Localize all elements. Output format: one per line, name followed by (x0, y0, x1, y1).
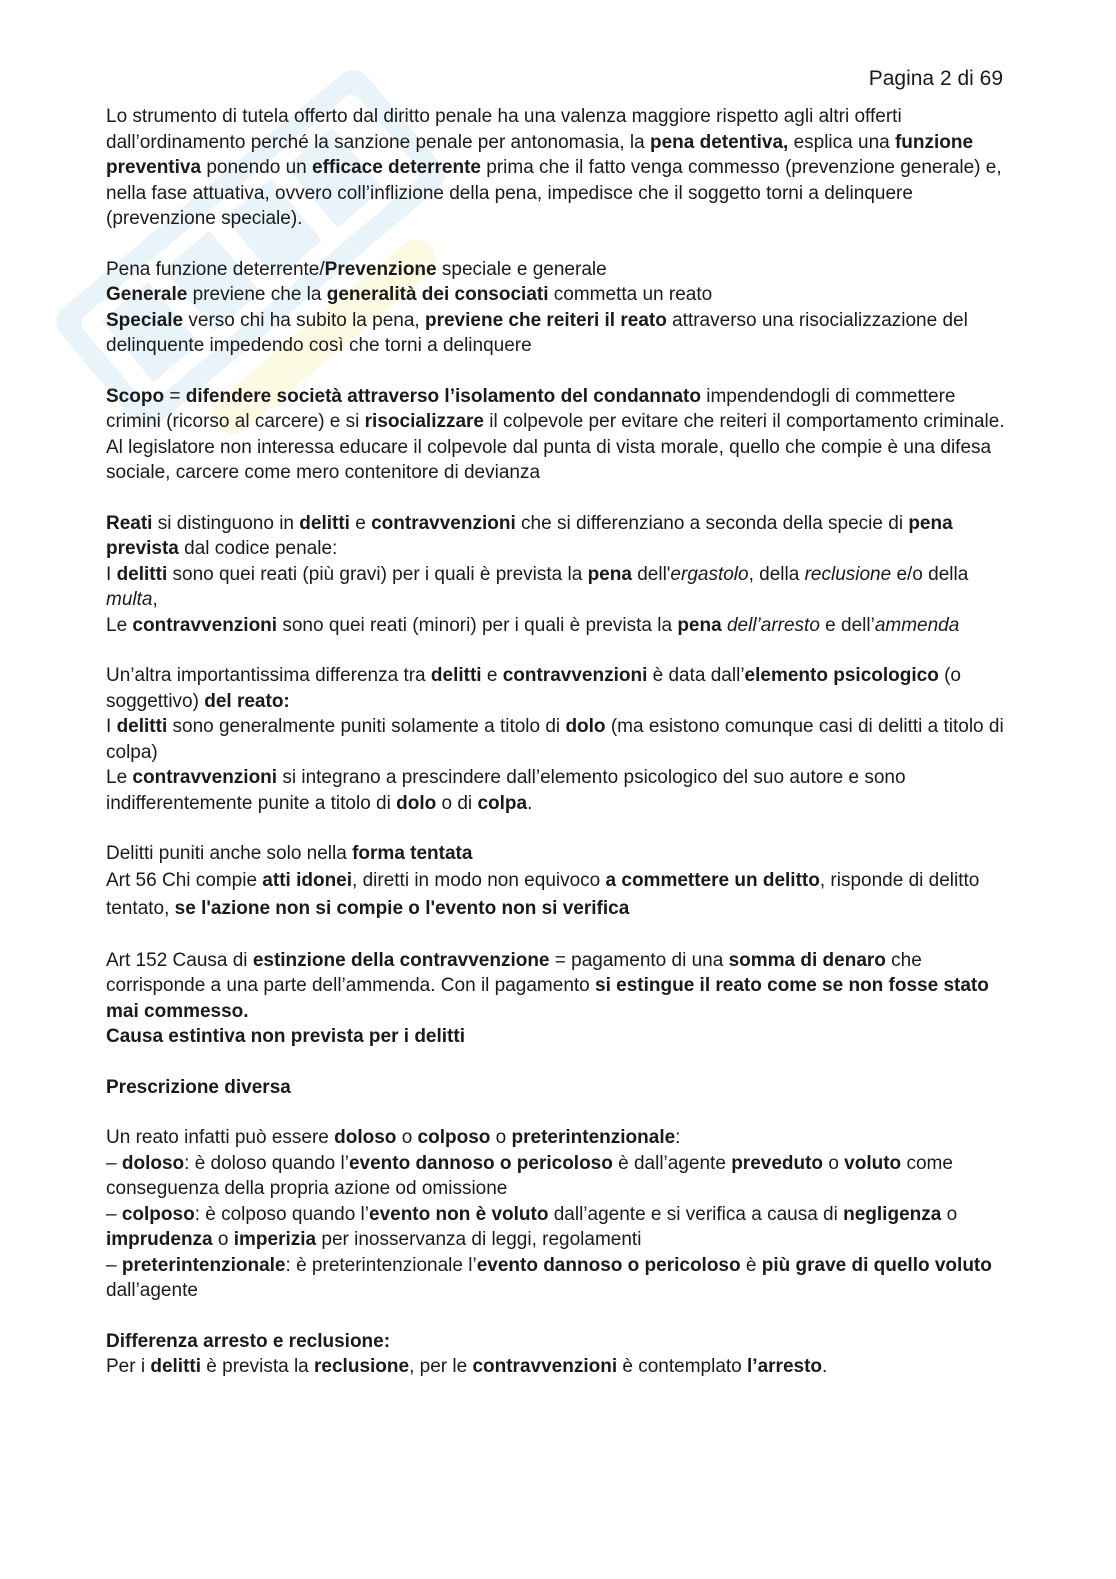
italic-text: ergastolo (670, 563, 749, 585)
bold-text: doloso (334, 1127, 397, 1148)
text: – (106, 1203, 122, 1225)
bold-text: delitti (116, 563, 168, 585)
bold-text: Scopo (106, 385, 165, 407)
bold-text: Prevenzione (324, 258, 437, 280)
bold-text: generalità dei consociati (326, 284, 549, 305)
bold-text: contravvenzioni (472, 1356, 618, 1377)
text: , (152, 589, 158, 610)
bold-text: somma di denaro (728, 949, 886, 971)
text: o (212, 1229, 234, 1250)
paragraph-scopo (106, 384, 1012, 486)
text: e (481, 665, 503, 686)
text: come conseguenza della propria azione od omissione (106, 1152, 953, 1199)
text: dall’agente e si verifica a causa di (548, 1203, 844, 1225)
text: commetta un reato (548, 284, 713, 305)
bold-text: Generale (106, 284, 188, 305)
paragraph-intro (106, 104, 1012, 232)
text: Delitti puniti anche solo nella (106, 843, 353, 864)
text: è prevista la (201, 1356, 315, 1377)
bold-text: forma tentata (352, 843, 473, 864)
text: o di (436, 792, 478, 814)
document-body (106, 104, 1012, 1380)
text: , della (748, 563, 805, 585)
bold-text: Reati (106, 512, 153, 534)
text: . (527, 792, 533, 814)
text: e dell’ (819, 614, 875, 636)
bold-text: funzione preventiva (106, 131, 974, 178)
bold-text: contravvenzioni (502, 665, 648, 686)
paragraph-forma-tentata (106, 841, 1012, 923)
bold-text: se l'azione non si compie o l'evento non si verifica (174, 897, 630, 919)
bold-text: pena (677, 614, 722, 636)
bold-text: evento dannoso o pericoloso (476, 1254, 741, 1276)
text: – (106, 1254, 122, 1276)
bold-text: delitti (150, 1356, 202, 1377)
text: : è doloso quando l’ (184, 1152, 349, 1174)
text: sono generalmente puniti solamente a titolo di (167, 716, 566, 737)
italic-text: ammenda (874, 614, 960, 636)
bold-text: atti idonei (262, 869, 353, 891)
text: sono quei reati (minori) per i quali è prevista la (277, 614, 678, 636)
text: o (490, 1127, 512, 1148)
text: Lo strumento di tutela offerto dal diritto penale ha una valenza maggiore rispetto agli altri offerti dall’ordinamento perché la sanzione penale per antonomasia, la (106, 106, 902, 153)
text: si integrano a prescindere dall’elemento psicologico del suo autore e sono indifferentemente punite a titolo di (106, 767, 906, 814)
bold-text: l’arresto (747, 1356, 823, 1377)
paragraph-art-152 (106, 948, 1012, 1050)
text: previene che la (187, 284, 327, 305)
text: o (396, 1127, 418, 1148)
text: e/o della (891, 563, 969, 585)
bold-text: pena prevista (106, 512, 953, 559)
bold-text: colpa (477, 792, 528, 814)
bold-text: previene che reiteri il reato (424, 309, 667, 331)
italic-text: multa (106, 589, 153, 610)
bold-text: evento dannoso o pericoloso (348, 1152, 613, 1174)
text: = (164, 385, 186, 407)
bold-text: delitti (116, 716, 168, 737)
page-number: Pagina 2 di 69 (868, 67, 1003, 90)
bold-text: pena (587, 563, 632, 585)
bold-text: difendere società attraverso l’isolamento del condannato (185, 385, 701, 407)
text: I (106, 563, 117, 585)
text: , per le (409, 1356, 473, 1377)
bold-text: Causa estintiva non prevista per i delitti (106, 1026, 465, 1047)
text: Pena funzione deterrente/ (106, 258, 325, 280)
bold-text: si estingue il reato come se non fosse stato mai commesso. (106, 975, 989, 1022)
text: dal codice penale: (178, 538, 338, 559)
text: Un reato infatti può essere (106, 1127, 335, 1148)
bold-text: imprudenza (106, 1229, 213, 1250)
text: (o soggettivo) (106, 665, 961, 712)
text: : è preterintenzionale l’ (285, 1254, 477, 1276)
text: Art 152 Causa di (106, 949, 253, 971)
bold-text: Differenza arresto e reclusione: (106, 1330, 391, 1352)
text: (ma esistono comunque casi di delitti a titolo di colpa) (106, 716, 1004, 763)
text: , risponde di delitto tentato, (106, 869, 980, 919)
bold-text: Speciale (106, 309, 184, 331)
paragraph-elemento-psicologico (106, 663, 1012, 816)
bold-text: imperizia (233, 1229, 317, 1250)
italic-text: reclusione (804, 563, 892, 585)
bold-text: più grave di quello voluto (761, 1254, 992, 1276)
bold-text: negligenza (843, 1203, 942, 1225)
text: I (106, 716, 117, 737)
paragraph-arresto-reclusione (106, 1329, 1012, 1380)
bold-text: delitti (299, 512, 350, 534)
bold-text: dolo (565, 716, 606, 737)
bold-text: risocializzare (364, 411, 484, 432)
bold-text: elemento psicologico (744, 665, 939, 686)
bold-text: delitti (430, 665, 482, 686)
text: sono quei reati (più gravi) per i quali è prevista la (167, 563, 588, 585)
italic-text: dell’arresto (726, 614, 820, 636)
bold-text: reclusione (314, 1356, 410, 1377)
text: dall’agente (106, 1280, 198, 1301)
bold-text: contravvenzioni (132, 767, 278, 788)
text: il colpevole per evitare che reiteri il comportamento criminale. Al legislatore non interessa educare il colpevole dal punta di vista morale, quello che compie è una difesa sociale, carcere come mero contenitore di devianza (106, 411, 1005, 483)
bold-text: contravvenzioni (132, 614, 278, 636)
text: Le (106, 767, 133, 788)
heading-prescrizione: Prescrizione diversa (106, 1076, 291, 1098)
paragraph-tipi-reato (106, 1125, 1012, 1304)
text: è data dall’ (647, 665, 745, 686)
bold-text: evento non è voluto (369, 1203, 549, 1225)
text: per inosservanza di leggi, regolamenti (316, 1229, 642, 1250)
paragraph-prescrizione (106, 1075, 1012, 1101)
text: esplica una (788, 131, 895, 153)
text: è (740, 1254, 762, 1276)
bold-text: dolo (396, 792, 437, 814)
article-56 (106, 870, 979, 919)
bold-text: estinzione della contravvenzione (252, 949, 550, 971)
bold-text: voluto (844, 1152, 902, 1174)
text: : (675, 1127, 681, 1148)
text: attraverso una risocializzazione del delinquente impedendo così che torni a delinquere (106, 309, 968, 356)
paragraph-prevenzione (106, 257, 1012, 359)
bold-text: preterintenzionale (511, 1127, 676, 1148)
bold-text: contravvenzioni (371, 512, 516, 534)
text: che corrisponde a una parte dell’ammenda. Con il pagamento (106, 949, 922, 996)
text: è contemplato (617, 1356, 748, 1377)
text: = pagamento di una (549, 949, 729, 971)
bold-text: efficace deterrente (312, 157, 481, 178)
paragraph-reati (106, 511, 1012, 639)
bold-text: colposo (417, 1127, 491, 1148)
text: . (822, 1356, 828, 1377)
text: o (823, 1152, 845, 1174)
text: , diretti in modo non equivoco (352, 869, 606, 891)
text: Art 56 Chi compie (106, 869, 263, 891)
bold-text: preveduto (731, 1152, 824, 1174)
text: che si differenziano a seconda della specie di (515, 512, 909, 534)
text: – (106, 1152, 122, 1174)
text: : è colposo quando l’ (194, 1203, 369, 1225)
text: è dall’agente (612, 1152, 732, 1174)
text: verso chi ha subito la pena, (183, 309, 425, 331)
text: Un’altra importantissima differenza tra (106, 665, 431, 686)
text: prima che il fatto venga commesso (prevenzione generale) e, nella fase attuativa, ovvero coll’inflizione della pena, impedisce che il soggetto torni a delinquere (prevenzione speciale). (106, 157, 1002, 229)
text: ponendo un (201, 157, 312, 178)
text: dell' (631, 563, 671, 585)
bold-text: preterintenzionale (121, 1254, 286, 1276)
text: impendendogli di commettere crimini (ricorso al carcere) e si (106, 385, 956, 432)
text: o (941, 1203, 958, 1225)
bold-text: doloso (121, 1152, 185, 1174)
text: Per i (106, 1356, 151, 1377)
bold-text: a commettere un delitto (605, 869, 820, 891)
text: e (349, 512, 372, 534)
text: si distinguono in (152, 512, 300, 534)
bold-text: del reato: (204, 690, 290, 712)
bold-text: colposo (121, 1203, 195, 1225)
bold-text: pena detentiva, (649, 131, 789, 153)
text: speciale e generale (436, 258, 607, 280)
text: Le (106, 614, 133, 636)
